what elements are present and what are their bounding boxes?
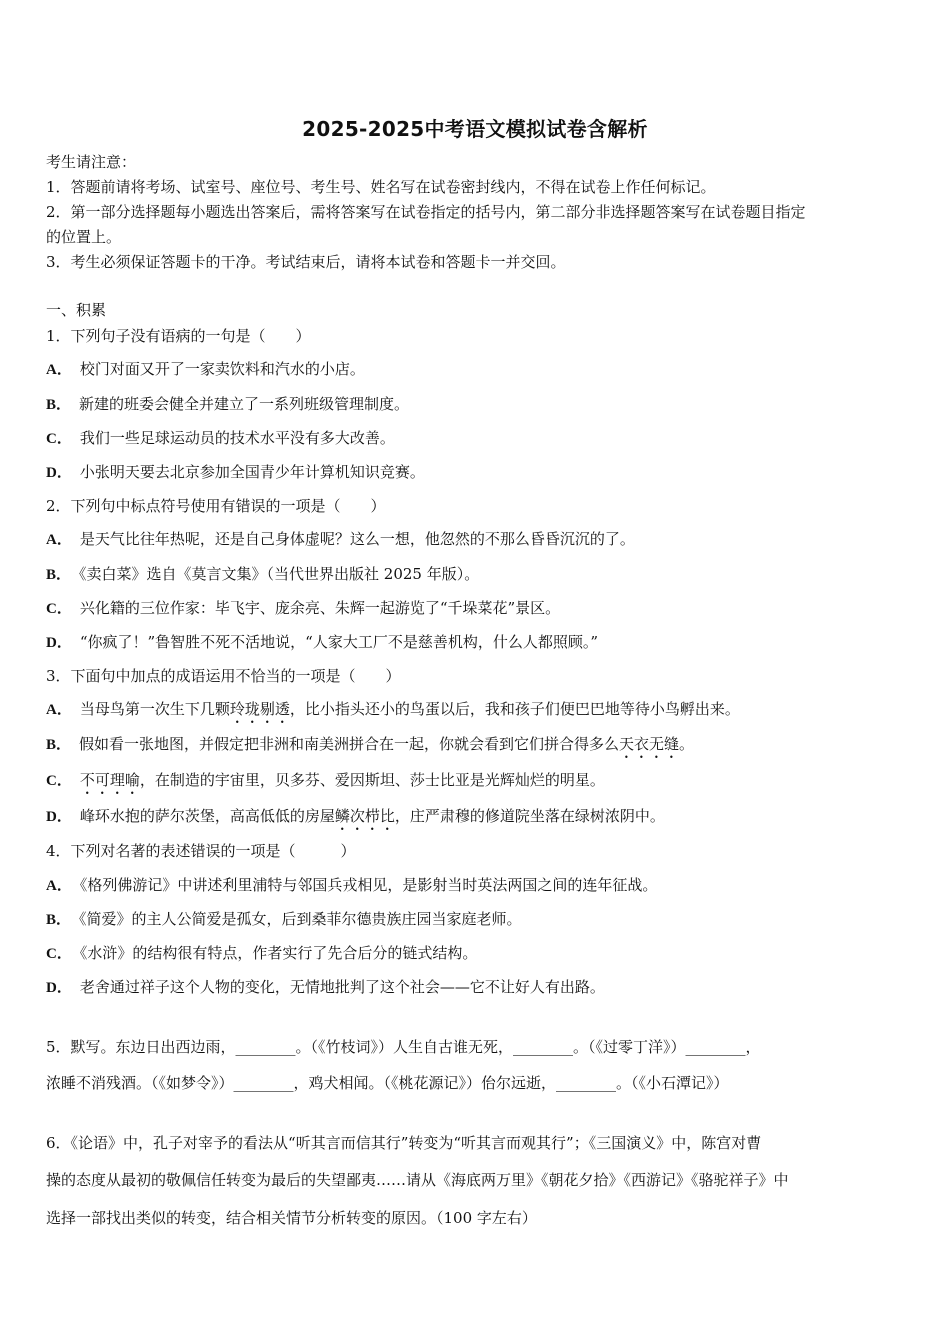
option-text: 《简爱》的主人公简爱是孤女，后到桑菲尔德贵族庄园当家庭老师。 xyxy=(79,910,522,928)
question-6-line: 操的态度从最初的敬佩信任转变为最后的失望鄙夷……请从《海底两万里》《朝花夕拾》《西游记》《骆驼祥子》中 xyxy=(46,1171,789,1189)
option-text: 《格列佛游记》中讲述利里浦特与邻国兵戎相见，是影射当时英法两国之间的连年征战。 xyxy=(79,876,658,894)
option-letter: A． xyxy=(46,362,72,378)
option-letter: D． xyxy=(46,465,72,481)
option-text: 《水浒》的结构很有特点，作者实行了先合后分的链式结构。 xyxy=(79,944,478,962)
option-letter: C． xyxy=(46,431,72,447)
q3-option-b xyxy=(46,734,906,762)
q1-option-d xyxy=(46,462,906,483)
option-text: 老舍通过祥子这个人物的变化，无情地批判了这个社会——它不让好人有出路。 xyxy=(79,978,605,996)
question-5-line: 浓睡不消残酒。（《如梦令》）________，鸡犬相闻。（《桃花源记》）佁尔远逝，________。（《小石潭记》） xyxy=(46,1074,729,1092)
option-text: 小张明天要去北京参加全国青少年计算机知识竞赛。 xyxy=(79,463,425,481)
q2-option-a xyxy=(46,529,906,550)
option-letter: B． xyxy=(46,912,72,928)
question-4-stem: 4．下列对名著的表述错误的一项是（ ） xyxy=(46,842,356,860)
dotted-idiom: 鳞次栉比 xyxy=(334,807,395,825)
option-text: 新建的班委会健全并建立了一系列班级管理制度。 xyxy=(79,395,410,413)
option-text: “你疯了！”鲁智胜不死不活地说，“人家大工厂不是慈善机构，什么人都照顾。” xyxy=(79,633,599,651)
q4-option-b xyxy=(46,909,906,930)
option-text: ，庄严肃穆的修道院坐落在绿树浓阴中。 xyxy=(394,807,665,825)
q3-option-c xyxy=(46,770,906,798)
q2-option-c xyxy=(46,598,906,619)
q1-option-b xyxy=(46,394,906,415)
option-letter: C． xyxy=(46,946,72,962)
question-2-stem: 2．下列句中标点符号使用有错误的一项是（ ） xyxy=(46,497,386,515)
notice-item: 1．答题前请将考场、试室号、座位号、考生号、姓名写在试卷密封线内，不得在试卷上作任何标记。 xyxy=(46,178,716,196)
dotted-idiom: 天衣无缝 xyxy=(619,735,680,753)
option-letter: C． xyxy=(46,601,72,617)
question-5-line: 5．默写。东边日出西边雨，________。（《竹枝词》）人生自古谁无死，________。（《过零丁洋》）________， xyxy=(46,1038,761,1056)
option-text: 校门对面又开了一家卖饮料和汽水的小店。 xyxy=(79,360,365,378)
q1-option-a xyxy=(46,359,906,380)
option-letter: D． xyxy=(46,980,72,996)
question-3-stem: 3．下面句中加点的成语运用不恰当的一项是（ ） xyxy=(46,667,401,685)
notice-heading: 考生请注意： xyxy=(46,153,137,171)
q2-option-b xyxy=(46,564,906,585)
option-letter: B． xyxy=(46,567,72,583)
option-letter: B． xyxy=(46,397,72,413)
question-6-line: 选择一部找出类似的转变，结合相关情节分析转变的原因。（100 字左右） xyxy=(46,1209,537,1227)
q3-option-d xyxy=(46,806,906,834)
option-text: 。 xyxy=(679,735,695,753)
dotted-idiom: 不可理喻 xyxy=(79,771,140,789)
q2-option-d xyxy=(46,632,906,653)
q4-option-d xyxy=(46,977,906,998)
option-text: ，在制造的宇宙里，贝多芬、爱因斯坦、莎士比亚是光辉灿烂的明星。 xyxy=(139,771,605,789)
option-text: 峰环水抱的萨尔茨堡，高高低低的房屋 xyxy=(79,807,335,825)
q3-option-a xyxy=(46,699,906,727)
question-6-line: 6．《论语》中，孔子对宰予的看法从“听其言而信其行”转变为“听其言而观其行”；《三国演义》中，陈宫对曹 xyxy=(46,1134,762,1152)
section-heading: 一、积累 xyxy=(46,301,107,319)
option-text: ，比小指头还小的鸟蛋以后，我和孩子们便巴巴地等待小鸟孵出来。 xyxy=(289,700,740,718)
notice-item: 2．第一部分选择题每小题选出答案后，需将答案写在试卷指定的括号内，第二部分非选择题答案写在试卷题目指定 xyxy=(46,203,806,221)
option-text: 当母鸟第一次生下几颗 xyxy=(79,700,230,718)
question-1-stem: 1．下列句子没有语病的一句是（ ） xyxy=(46,327,311,345)
dotted-idiom: 玲珑剔透 xyxy=(229,700,290,718)
option-text: 假如看一张地图，并假定把非洲和南美洲拼合在一起，你就会看到它们拼合得多么 xyxy=(79,735,620,753)
q1-option-c xyxy=(46,428,906,449)
option-letter: A． xyxy=(46,878,72,894)
option-letter: C． xyxy=(46,773,72,789)
option-letter: A． xyxy=(46,532,72,548)
option-letter: B． xyxy=(46,737,72,753)
notice-item: 3．考生必须保证答题卡的干净。考试结束后，请将本试卷和答题卡一并交回。 xyxy=(46,253,566,271)
page-title: 2025-2025中考语文模拟试卷含解析 xyxy=(302,117,648,141)
q4-option-a xyxy=(46,875,906,896)
option-text: 我们一些足球运动员的技术水平没有多大改善。 xyxy=(79,429,395,447)
option-text: 是天气比往年热呢，还是自己身体虚呢？这么一想，他忽然的不那么昏昏沉沉的了。 xyxy=(79,530,635,548)
notice-item: 的位置上。 xyxy=(46,228,122,246)
q4-option-c xyxy=(46,943,906,964)
option-text: 《卖白菜》选自《莫言文集》（当代世界出版社 2025 年版）。 xyxy=(79,565,480,583)
option-text: 兴化籍的三位作家：毕飞宇、庞余亮、朱辉一起游览了“千垛菜花”景区。 xyxy=(79,599,561,617)
option-letter: D． xyxy=(46,809,72,825)
option-letter: D． xyxy=(46,635,72,651)
option-letter: A． xyxy=(46,702,72,718)
